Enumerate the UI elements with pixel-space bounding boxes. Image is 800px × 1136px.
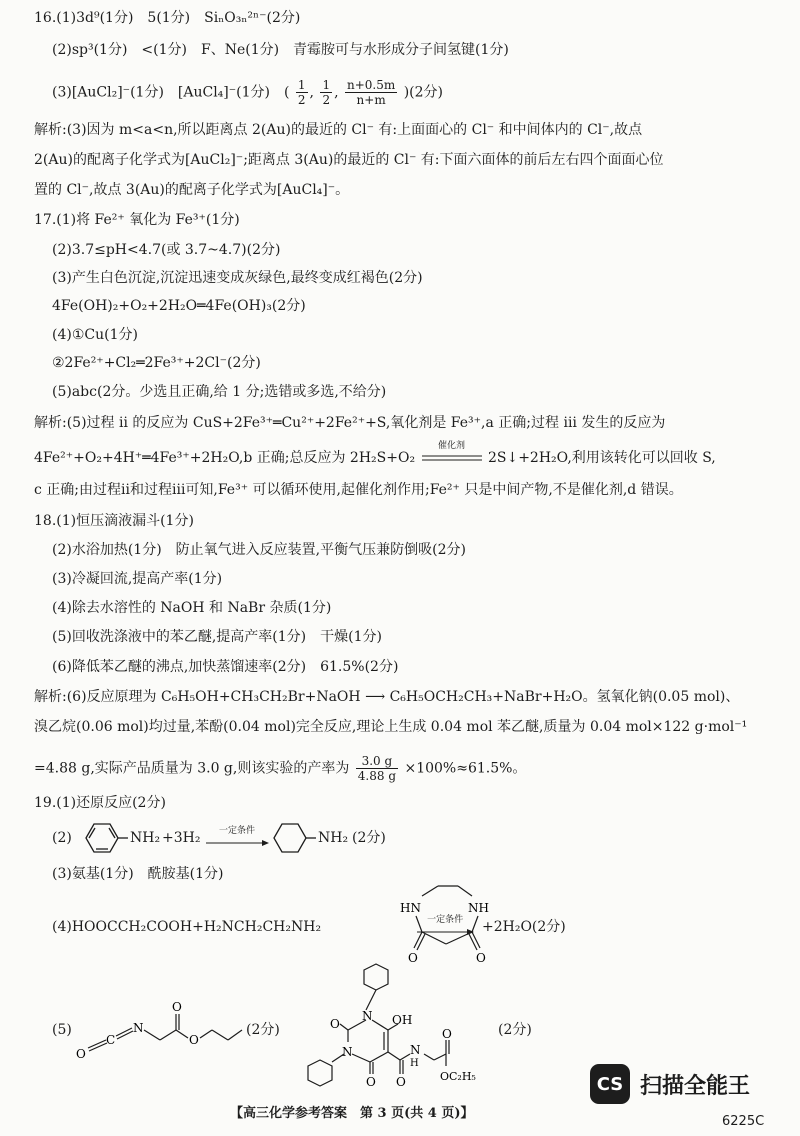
m5-n-top: N — [362, 1009, 373, 1023]
condition-arrow-1 — [204, 825, 270, 850]
m5-n-left: N — [342, 1045, 353, 1059]
camscanner-watermark — [590, 1064, 750, 1104]
q17-line3: (3)产生白色沉淀,沉淀迅速变成灰绿色,最终变成红褐色(2分) — [52, 270, 423, 286]
q18-analysis-3b: ×100%≈61.5%。 — [404, 760, 527, 777]
condition-label-1: 一定条件 — [218, 825, 255, 836]
m5-oc2h5-label: OC₂H₅ — [440, 1070, 476, 1083]
m5-n-amide: N — [410, 1043, 421, 1057]
m5-o-label-1: O — [76, 1047, 86, 1061]
m5-n-label: N — [133, 1021, 144, 1035]
q16-analysis-3: 置的 Cl⁻,故点 3(Au)的配离子化学式为[AuCl₄]⁻。 — [34, 182, 350, 198]
q19-line1: 19.(1)还原反应(2分) — [34, 795, 166, 811]
q18-analysis-1: 解析:(6)反应原理为 C₆H₅OH+CH₃CH₂Br+NaOH ⟶ C₆H₅OCH₂CH₃+NaBr+H₂O。氢氧化钠(0.05 mol)、 — [34, 689, 740, 705]
m5-o-amide: O — [396, 1075, 406, 1089]
q16-line3-text: (3)[AuCl₂]⁻(1分) [AuCl₄]⁻(1分) ( — [52, 84, 290, 101]
barbiturate-structure-icon — [300, 962, 490, 1100]
fraction-3: $\frac{n+0.5m}{n+m}$ — [347, 78, 396, 107]
q17-line7: (5)abc(2分。少选且正确,给 1 分;选错或多选,不给分) — [52, 384, 387, 400]
fraction-1: $\frac{1}{2}$ — [297, 78, 306, 107]
q19-line2-nh2-product: NH₂ — [318, 830, 349, 846]
q18-line6: (6)降低苯乙醚的沸点,加快蒸馏速率(2分) 61.5%(2分) — [52, 659, 399, 675]
q19-line2-score: (2分) — [352, 830, 386, 846]
q17-line4: 4Fe(OH)₂+O₂+2H₂O═4Fe(OH)₃(2分) — [52, 298, 306, 314]
m5-score-2: (2分) — [498, 1022, 532, 1038]
q18-line4: (4)除去水溶性的 NaOH 和 NaBr 杂质(1分) — [52, 600, 332, 616]
diazepanedione-structure-icon — [400, 872, 490, 966]
q17-line5: (4)①Cu(1分) — [52, 327, 138, 343]
catalyst-label: 催化剂 — [438, 441, 466, 451]
isocyanate-ester-structure-icon — [76, 998, 256, 1062]
camscanner-name: 扫描全能王 — [640, 1073, 751, 1099]
o-label-2: O — [476, 951, 486, 965]
q16-line2: (2)sp³(1分) <(1分) F、Ne(1分) 青霉胺可与水形成分子间氢键(1分) — [52, 42, 509, 58]
q16-line1: 16.(1)3d⁹(1分) 5(1分) SiₙO₃ₙ²ⁿ⁻(2分) — [34, 10, 301, 26]
m5-score-1: (2分) — [246, 1022, 280, 1038]
fraction-2: $\frac{1}{2}$ — [322, 78, 331, 107]
m5-c-label: C — [106, 1033, 116, 1047]
q17-analysis-2a: 4Fe²⁺+O₂+4H⁺═4Fe³⁺+2H₂O,b 正确;总反应为 2H₂S+O₂ — [34, 450, 416, 466]
q19-line3: (3)氨基(1分) 酰胺基(1分) — [52, 866, 224, 882]
q16-line3: (3)[AuCl₂]⁻(1分) [AuCl₄]⁻(1分) ( $\frac{1}{2}$ , $\frac{1}{2}$ , $\frac{n+0.5m}{n+m}$ )(2分) — [52, 78, 443, 107]
benzene-ring-icon — [74, 818, 130, 858]
q18-analysis-2: 溴乙烷(0.06 mol)均过量,苯酚(0.04 mol)完全反应,理论上生成 0.04 mol 苯乙醚,质量为 0.04 mol×122 g·mol⁻¹ — [34, 719, 748, 735]
q17-analysis-2 — [34, 441, 716, 468]
m5-o-label-2: O — [172, 1000, 182, 1014]
nh-label: NH — [468, 901, 489, 915]
q17-analysis-3: c 正确;由过程ⅱ和过程ⅲ可知,Fe³⁺ 可以循环使用,起催化剂作用;Fe²⁺ 只是中间产物,不是催化剂,d 错误。 — [34, 482, 683, 498]
q17-line6: ②2Fe²⁺+Cl₂═2Fe³⁺+2Cl⁻(2分) — [52, 355, 261, 371]
q18-line3: (3)冷凝回流,提高产率(1分) — [52, 571, 223, 587]
doc-code: 6225C — [722, 1114, 765, 1129]
q16-analysis-1: 解析:(3)因为 m<a<n,所以距离点 2(Au)的最近的 Cl⁻ 有:上面面心的 Cl⁻ 和中间体内的 Cl⁻,故点 — [34, 122, 643, 138]
q19-line2-h2: +3H₂ — [162, 830, 201, 846]
q16-line3-score: )(2分) — [403, 84, 443, 101]
q19-line5-label: (5) — [52, 1022, 72, 1038]
q18-analysis-3 — [34, 754, 526, 783]
q18-line5: (5)回收洗涤液中的苯乙醚,提高产率(1分) 干燥(1分) — [52, 629, 382, 645]
q16-analysis-2: 2(Au)的配离子化学式为[AuCl₂]⁻;距离点 3(Au)的最近的 Cl⁻ 有:下面六面体的前后左右四个面面心位 — [34, 152, 664, 168]
m5-o-bottom: O — [366, 1075, 376, 1089]
q17-analysis-2b: 2S↓+2H₂O,利用该转化可以回收 S, — [487, 450, 716, 466]
yield-fraction: $\frac{3.0 g}{4.88 g}$ — [357, 754, 397, 783]
q19-line2-label: (2) — [52, 830, 72, 846]
q17-analysis-1: 解析:(5)过程 ⅱ 的反应为 CuS+2Fe³⁺═Cu²⁺+2Fe²⁺+S,氧化剂是 Fe³⁺,a 正确;过程 ⅲ 发生的反应为 — [34, 415, 666, 431]
page-footer: 【高三化学参考答案 第 3 页(共 4 页)】 — [230, 1106, 474, 1121]
q17-line2: (2)3.7≤pH<4.7(或 3.7~4.7)(2分) — [52, 242, 281, 258]
q19-line4-water: +2H₂O(2分) — [482, 919, 566, 935]
condition-label-2: 一定条件 — [427, 914, 464, 925]
hn-label: HN — [400, 901, 421, 915]
camscanner-logo-icon: CS — [590, 1064, 630, 1104]
m5-oh-label: OH — [392, 1013, 413, 1027]
catalyst-arrow — [420, 441, 484, 465]
q18-line2: (2)水浴加热(1分) 防止氧气进入反应装置,平衡气压兼防倒吸(2分) — [52, 542, 466, 558]
cyclohexane-ring-icon — [268, 818, 318, 858]
o-label-1: O — [408, 951, 418, 965]
q18-line1: 18.(1)恒压滴液漏斗(1分) — [34, 513, 194, 529]
m5-h-amide: H — [410, 1058, 419, 1069]
q19-line4: (4)HOOCCH₂COOH+H₂NCH₂CH₂NH₂ — [52, 919, 322, 935]
m5-o-label-3: O — [189, 1033, 199, 1047]
m5-o-left: O — [330, 1017, 340, 1031]
q18-analysis-3a: =4.88 g,实际产品质量为 3.0 g,则该实验的产率为 — [34, 760, 350, 777]
q19-line2-nh2: NH₂ — [130, 830, 161, 846]
m5-o-ester: O — [442, 1027, 452, 1041]
q17-line1: 17.(1)将 Fe²⁺ 氧化为 Fe³⁺(1分) — [34, 212, 240, 228]
